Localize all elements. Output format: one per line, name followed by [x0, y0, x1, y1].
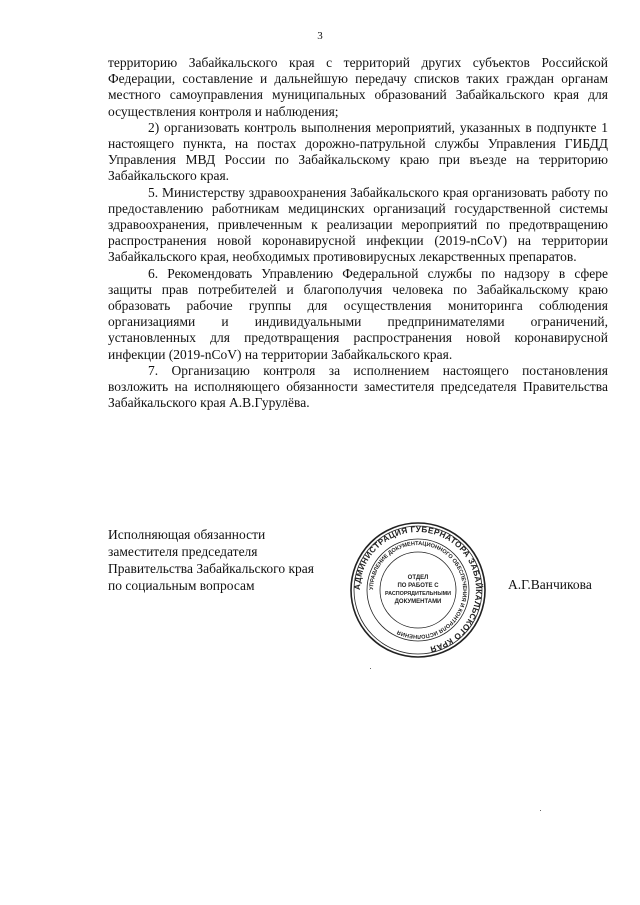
paragraph: 5. Министерству здравоохранения Забайкальского края организовать работу по предоставлению работникам медицинских организаций государственной системы здравоохранения, привлеченным к реализации мероприятий по предотвращению распространения новой коронавирусной инфекции (2019-nCoV) на территории Забайкальского края, необходимых противовирусных лекарственных препаратов.: [108, 184, 608, 265]
official-stamp: [348, 520, 488, 660]
stamp-center-line: ДОКУМЕНТАМИ: [394, 599, 442, 605]
stamp-outer-text: АДМИНИСТРАЦИЯ ГУБЕРНАТОРА ЗАБАЙКАЛЬСКОГО КРАЯ: [352, 524, 484, 654]
stamp-inner-ring: [380, 552, 456, 628]
paragraph: 2) организовать контроль выполнения мероприятий, указанных в подпункте 1 настоящего пункта, на постах дорожно-патрульной службы Управления ГИБДД Управления МВД России по Забайкальскому краю при въезде на территорию Забайкальского края.: [108, 119, 608, 184]
signatory-title-line: заместителя председателя: [108, 544, 258, 559]
signatory-title-line: Правительства Забайкальского края: [108, 561, 314, 576]
paragraph: территорию Забайкальского края с территорий других субъектов Российской Федерации, составление и дальнейшую передачу списков таких граждан органам местного самоуправления муниципальных образований Забайкальского края для осуществления контроля и наблюдения;: [108, 55, 608, 119]
signatory-title: [108, 526, 314, 594]
paragraph: 7. Организацию контроля за исполнением настоящего постановления возложить на исполняющего обязанности заместителя председателя Правительства Забайкальского края А.В.Гурулёва.: [108, 362, 608, 411]
page-number: 3: [317, 30, 323, 42]
document-body: [108, 55, 608, 411]
paragraph: 6. Рекомендовать Управлению Федеральной службы по надзору в сфере защиты прав потребителей и благополучия человека по Забайкальскому краю образовать рабочие группы для осуществления мониторинга соблюдения организациями и индивидуальными предпринимателями ограничений, установленных для предотвращения распространения новой коронавирусной инфекции (2019-nCoV) на территории Забайкальского края.: [108, 265, 608, 362]
signatory-title-line: по социальным вопросам: [108, 578, 255, 593]
signatory-title-line: Исполняющая обязанности: [108, 527, 266, 542]
signatory-name: А.Г.Ванчикова: [508, 577, 592, 592]
svg-text:УПРАВЛЕНИЕ ДОКУМЕНТАЦИОННОГО О: [369, 541, 467, 639]
stamp-ring: [367, 539, 469, 641]
scan-speck: [540, 810, 541, 811]
stamp-center-line: ОТДЕЛ: [407, 575, 429, 581]
scan-speck: [370, 668, 371, 669]
stamp-center-line: РАСПОРЯДИТЕЛЬНЫМИ: [385, 591, 451, 597]
stamp-center-line: ПО РАБОТЕ С: [397, 583, 439, 589]
stamp-inner-text: УПРАВЛЕНИЕ ДОКУМЕНТАЦИОННОГО ОБЕСПЕЧЕНИЯ И КОНТРОЛЯ ИСПОЛНЕНИЯ: [368, 540, 468, 640]
